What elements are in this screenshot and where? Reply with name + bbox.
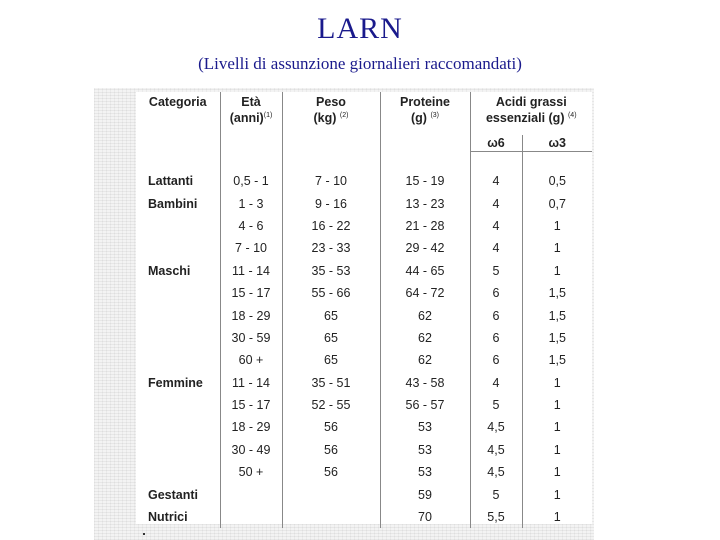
cell-cat: [136, 349, 220, 371]
cell-w3: 1: [553, 263, 561, 278]
table-row: [136, 282, 592, 304]
cell-prot: 15 - 19: [380, 170, 470, 192]
table-row: [136, 260, 592, 282]
cell-peso: 65: [282, 349, 380, 371]
cell-w6: 6: [470, 282, 522, 304]
cell-cat: [136, 304, 220, 326]
page-title: LARN: [317, 12, 403, 45]
cell-peso: 16 - 22: [282, 215, 380, 237]
cell-w6: 4: [470, 170, 522, 192]
cell-peso: [282, 506, 380, 528]
cell-eta: 15 - 17: [220, 282, 282, 304]
cell-w3: 1: [553, 241, 561, 256]
cell-prot: 29 - 42: [380, 237, 470, 259]
table-row: [136, 372, 592, 394]
cell-w6: 4,5: [470, 439, 522, 461]
cell-w6: 5: [470, 483, 522, 505]
spacer-row: [136, 152, 592, 171]
cell-w3: 1: [553, 487, 561, 502]
cell-peso: 65: [282, 304, 380, 326]
cell-w6: 6: [470, 304, 522, 326]
cell-prot: 62: [380, 304, 470, 326]
table-row: [136, 349, 592, 371]
header-acidi-grassi: Acidi grassi essenziali (g) $^{(4)}$: [485, 95, 577, 126]
cell-prot: 64 - 72: [380, 282, 470, 304]
cell-eta: [220, 483, 282, 505]
cell-eta: 15 - 17: [220, 394, 282, 416]
table-row: [136, 170, 592, 192]
cell-prot: 56 - 57: [380, 394, 470, 416]
cell-w3: 1: [553, 398, 561, 413]
cell-prot: 21 - 28: [380, 215, 470, 237]
table-row: [136, 461, 592, 483]
table-row: [136, 439, 592, 461]
cell-w3: 1: [553, 218, 561, 233]
cell-eta: [220, 506, 282, 528]
cell-cat: Femmine: [136, 372, 220, 394]
cell-cat: [136, 461, 220, 483]
cell-w6: 5,5: [470, 506, 522, 528]
table-row: [136, 192, 592, 214]
cell-w3: 1,5: [548, 353, 566, 368]
cell-eta: 30 - 59: [220, 327, 282, 349]
cell-peso: 23 - 33: [282, 237, 380, 259]
cell-prot: 59: [380, 483, 470, 505]
table-row: [136, 394, 592, 416]
cell-prot: 43 - 58: [380, 372, 470, 394]
larn-table: [136, 92, 592, 528]
cell-cat: [136, 327, 220, 349]
cell-peso: 7 - 10: [282, 170, 380, 192]
cell-prot: 53: [380, 416, 470, 438]
cell-eta: 1 - 3: [220, 192, 282, 214]
cell-prot: 70: [380, 506, 470, 528]
cell-w6: 6: [470, 349, 522, 371]
table-row: [136, 483, 592, 505]
table-row: [136, 215, 592, 237]
cell-eta: 11 - 14: [220, 372, 282, 394]
cell-prot: 53: [380, 461, 470, 483]
cell-cat: [136, 416, 220, 438]
cell-w3: 1: [553, 510, 561, 525]
cell-eta: 60 +: [220, 349, 282, 371]
cell-prot: 44 - 65: [380, 260, 470, 282]
header-eta: Età (anni)$^{(1)}$: [220, 92, 282, 152]
cell-prot: 62: [380, 349, 470, 371]
scan-speck: [143, 533, 145, 535]
cell-eta: 30 - 49: [220, 439, 282, 461]
table-row: [136, 327, 592, 349]
cell-cat: [136, 394, 220, 416]
cell-peso: 65: [282, 327, 380, 349]
cell-cat: [136, 237, 220, 259]
cell-cat: Maschi: [136, 260, 220, 282]
cell-w6: 5: [470, 394, 522, 416]
cell-prot: 53: [380, 439, 470, 461]
cell-w3: 1,5: [548, 286, 566, 301]
cell-cat: [136, 215, 220, 237]
table-header-row: [136, 92, 592, 135]
header-omega3: ω3: [522, 135, 592, 152]
cell-peso: 9 - 16: [282, 192, 380, 214]
header-categoria: Categoria: [136, 92, 220, 152]
cell-w6: 6: [470, 327, 522, 349]
cell-peso: 52 - 55: [282, 394, 380, 416]
cell-eta: 50 +: [220, 461, 282, 483]
cell-w3: 0,5: [548, 174, 566, 189]
cell-peso: 56: [282, 461, 380, 483]
cell-w6: 4: [470, 192, 522, 214]
cell-w3: 1,5: [548, 330, 566, 345]
table-row: [136, 237, 592, 259]
cell-peso: 35 - 51: [282, 372, 380, 394]
cell-cat: Nutrici: [136, 506, 220, 528]
cell-w3: 1: [553, 465, 561, 480]
header-peso: Peso (kg) $^{(2)}$: [282, 92, 380, 152]
cell-prot: 62: [380, 327, 470, 349]
cell-w6: 4: [470, 372, 522, 394]
cell-cat: [136, 439, 220, 461]
cell-w3: 0,7: [548, 196, 566, 211]
table-row: [136, 506, 592, 528]
cell-eta: 11 - 14: [220, 260, 282, 282]
cell-w3: 1,5: [548, 308, 566, 323]
cell-peso: 56: [282, 416, 380, 438]
cell-eta: 18 - 29: [220, 304, 282, 326]
table-row: [136, 304, 592, 326]
cell-w6: 5: [470, 260, 522, 282]
cell-w3: 1: [553, 375, 561, 390]
header-proteine: Proteine (g) $^{(3)}$: [380, 92, 470, 152]
cell-cat: Bambini: [136, 192, 220, 214]
cell-w3: 1: [553, 442, 561, 457]
page-subtitle: (Livelli di assunzione giornalieri raccomandati): [198, 54, 522, 73]
cell-cat: Gestanti: [136, 483, 220, 505]
cell-w6: 4,5: [470, 416, 522, 438]
cell-eta: 7 - 10: [220, 237, 282, 259]
cell-peso: 35 - 53: [282, 260, 380, 282]
cell-w3: 1: [553, 420, 561, 435]
cell-peso: 56: [282, 439, 380, 461]
cell-eta: 18 - 29: [220, 416, 282, 438]
cell-eta: 0,5 - 1: [220, 170, 282, 192]
cell-cat: [136, 282, 220, 304]
cell-w6: 4: [470, 215, 522, 237]
cell-prot: 13 - 23: [380, 192, 470, 214]
cell-cat: Lattanti: [136, 170, 220, 192]
cell-w6: 4: [470, 237, 522, 259]
table-row: [136, 416, 592, 438]
cell-w6: 4,5: [470, 461, 522, 483]
cell-peso: 55 - 66: [282, 282, 380, 304]
cell-eta: 4 - 6: [220, 215, 282, 237]
header-omega6: ω6: [470, 135, 522, 152]
cell-peso: [282, 483, 380, 505]
